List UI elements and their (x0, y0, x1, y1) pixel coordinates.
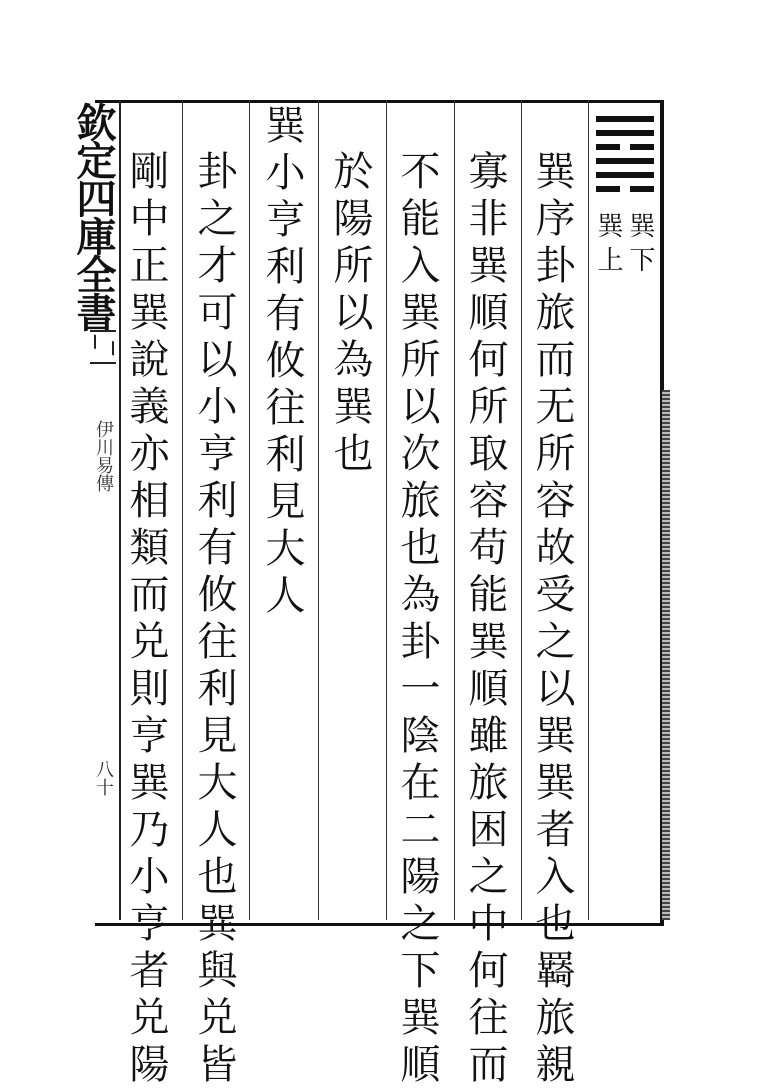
column-rule (249, 100, 250, 920)
column-rule (182, 100, 183, 920)
hexagram-line (596, 172, 654, 178)
text-column: 剛中正巽說義亦相類而兑則亨巽乃小亨者兑陽 (123, 150, 169, 1090)
column-rule (386, 100, 387, 920)
text-column: 於陽所以為巽也 (327, 150, 373, 479)
hexagram-symbol (596, 116, 654, 196)
book-subtitle: 伊川易傳 (93, 420, 114, 492)
text-column: 卦之才可以小亨利有攸往利見大人也巽與兑皆 (191, 150, 237, 1090)
hexagram-line (596, 186, 654, 192)
text-column: 巽小亨利有攸往利見大人 (259, 104, 305, 621)
column-rule (454, 100, 455, 920)
page-frame (95, 100, 664, 926)
text-column: 巽序卦旅而无所容故受之以巽巽者入也羇旅親 (529, 150, 575, 1090)
text-column: 寡非巽順何所取容苟能巽順雖旅困之中何往而 (462, 150, 508, 1090)
hexagram-label-lower: 巽下 (625, 212, 655, 280)
hexagram-label-upper: 巽上 (593, 212, 623, 280)
fish-tail-mark (90, 330, 116, 364)
hexagram-line (596, 158, 654, 164)
page-edge-shading (662, 390, 670, 920)
hexagram-line (596, 144, 654, 150)
hexagram-line (596, 116, 654, 122)
column-rule (521, 100, 522, 920)
column-rule (318, 100, 319, 920)
text-column: 不能入巽所以次旅也為卦一陰在二陽之下巽順 (394, 150, 440, 1090)
hexagram-line (596, 130, 654, 136)
edition-title: 欽定四庫全書 (70, 102, 117, 330)
page-number: 八十 (93, 760, 114, 796)
column-rule (588, 100, 589, 920)
